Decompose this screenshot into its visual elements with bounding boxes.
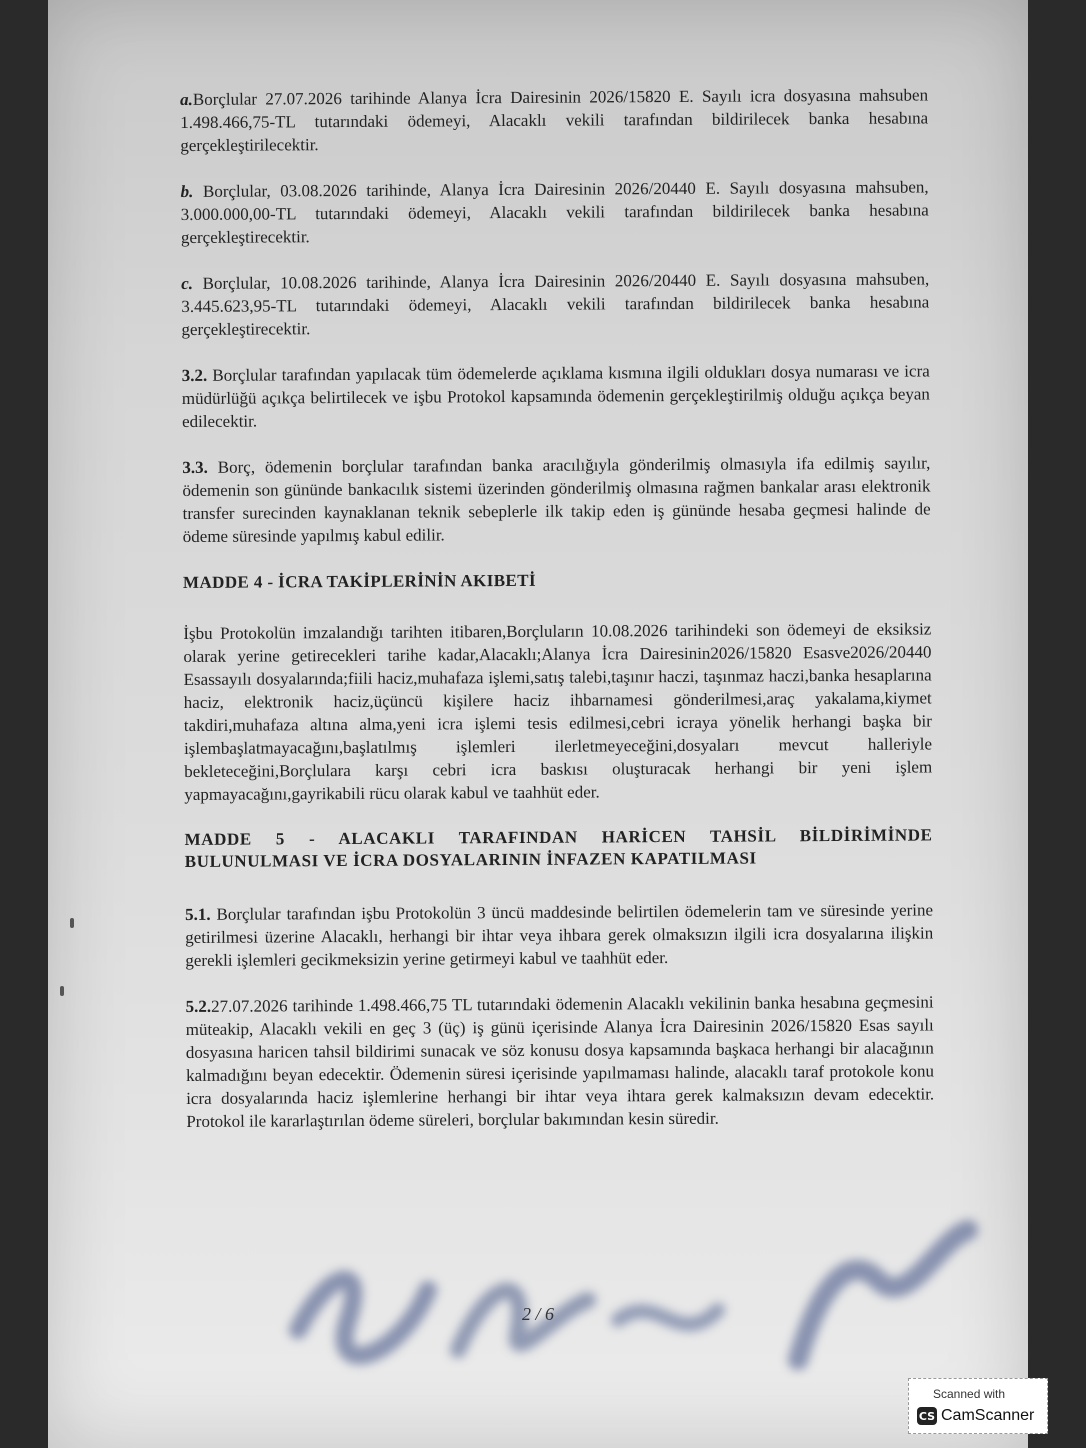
paragraph-b-marker: b. <box>180 181 194 201</box>
paragraph-5-2-marker: 5.2. <box>185 996 212 1016</box>
paragraph-c-marker: c. <box>181 273 194 293</box>
page-number: 2 / 6 <box>521 1304 554 1324</box>
paragraph-3-3 <box>182 451 931 548</box>
paragraph-5-1-marker: 5.1. <box>184 904 211 924</box>
scan-dust-mark <box>70 918 74 928</box>
paragraph-3-2 <box>182 359 930 433</box>
scanned-with-label: Scanned with <box>933 1387 1006 1401</box>
madde-4-paragraph: İşbu Protokolün imzalandığı tarihten itibaren,Borçluların 10.08.2026 tarihindeki son ödemeyi de eksiksiz olarak yerine getirecekleri tarihe kadar,Alacaklı;Alanya İcra Dairesinin2026/15820 Esasve2026/20440 Esassayılı dosyalarında;fiili haciz,muhafaza işlemi,satış talebi,taşınır haczi, taşınmaz haczi,banka hesaplarına haciz, elektronik haciz,üçüncü kişilere haciz ihbarnamesi gönderilmesi,araç yakalama,kiymet takdiri,muhafaza altına alma,yeni icra işlemi tesis edilmesi,cebri icraya yönelik herhangi başka bir işlembaşlatmayacağını,başlatılmış işlemleri ilerletmeyeceğini,dosyaları mevcut halleriyle bekleteceğini,Borçlulara karşı cebri icra baskısı oluşturacak herhangi bir yeni işlem yapmayacağını,gayrikabili rücu olarak kabul ve taahhüt eder. <box>183 619 933 804</box>
paragraph-b-text: Borçlular, 03.08.2026 tarihinde, Alanya İcra Dairesinin 2026/20440 E. Sayılı dosyasına mahsuben, 3.000.000,00-TL tutarındaki ödemeyi, Alacaklı vekili tarafından bildirilecek banka hesabına gerçekleştirecektir. <box>180 177 929 247</box>
paragraph-3-2-text: Borçlular tarafından yapılacak tüm ödemelerde açıklama kısmına ilgili oldukları dosya numarası ve icra müdürlüğü açıkça belirtilecek ve işbu Protokol kapsamında ödemenin gerçekleştirilmiş olduğu açıkça beyan edilecektir. <box>181 361 930 431</box>
page-content <box>180 83 935 1156</box>
camscanner-watermark <box>908 1378 1048 1434</box>
paragraph-c-text: Borçlular, 10.08.2026 tarihinde, Alanya İcra Dairesinin 2026/20440 E. Sayılı dosyasına mahsuben, 3.445.623,95-TL tutarındaki ödemeyi, Alacaklı vekili tarafından bildirilecek banka hesabına gerçekleştirecektir. <box>181 269 930 339</box>
paragraph-3-2-marker: 3.2. <box>181 365 208 385</box>
camscanner-brand <box>917 1407 1034 1425</box>
camscanner-name: CamScanner <box>941 1407 1035 1424</box>
paragraph-3-3-marker: 3.3. <box>182 457 208 477</box>
paragraph-a-text: Borçlular 27.07.2026 tarihinde Alanya İcra Dairesinin 2026/15820 E. Sayılı icra dosyasına mahsuben 1.498.466,75-TL tutarındaki ödemeyi, Alacaklı vekili tarafından bildirilecek banka hesabına gerçekleştirilecektir. <box>180 85 929 155</box>
paragraph-a <box>180 83 928 157</box>
paragraph-5-1 <box>185 898 933 972</box>
blurred-signature <box>258 1210 978 1380</box>
paragraph-5-1-text: Borçlular tarafından işbu Protokolün 3 üncü maddesinde belirtilen ödemelerin tam ve süresinde yerine getirilmesi üzerine Alacaklı, herhangi bir ihtar veya ihbara gerek olmaksızın ilgili icra dosyalarına ilişkin gerekli işlemleri gecikmeksizin yerine getirmeyi kabul ve taahhüt eder. <box>185 900 934 970</box>
paragraph-c <box>181 267 929 341</box>
camscanner-logo-icon: CS <box>917 1407 937 1425</box>
paragraph-3-3-text: Borç, ödemenin borçlular tarafından banka aracılığıyla gönderilmiş olmasıyla ifa edilmiş sayılır, ödemenin son gününde bankacılık sistemi üzerinden gönderilmiş olmasına rağmen bankalar arası elektronik transfer surecinden kaynaklanan teknik sebeplerle ilk takip eden iş gününde hesaba geçmesi halinde de ödeme süresinde yapılmış kabul edilir. <box>182 453 931 546</box>
scan-dust-mark <box>60 986 64 996</box>
paragraph-a-marker: a. <box>180 89 193 109</box>
document-page <box>48 0 1028 1448</box>
paragraph-5-2 <box>186 990 935 1133</box>
madde-5-heading: MADDE 5 - ALACAKLI TARAFINDAN HARİCEN TAHSİL BİLDİRİMİNDE BULUNULMASI VE İCRA DOSYALARININ İNFAZEN KAPATILMASI <box>184 825 933 871</box>
madde-4-heading: MADDE 4 - İCRA TAKİPLERİNİN AKIBETİ <box>182 570 537 592</box>
paragraph-b <box>181 175 929 249</box>
paragraph-5-2-text: 27.07.2026 tarihinde 1.498.466,75 TL tutarındaki ödemenin Alacaklı vekilinin banka hesabına geçmesini müteakip, Alacaklı vekili en geç 3 (üç) iş günü içerisinde Alanya İcra Dairesinin 2026/15820 Esas sayılı dosyasına haricen tahsil bildirimi sunacak ve söz konusu dosya kapsamında başkaca herhangi bir alacağının kalmadığını beyan edecektir. Ödemenin süresi içerisinde yapılmaması halinde, alacaklı taraf protokole konu icra dosyalarında haciz işlemlerine herhangi bir ihtar veya ihtara gerek kalmaksızın devam edecektir. Protokol ile kararlaştırılan ödeme süreleri, borçlular bakımından kesin süredir. <box>185 992 935 1131</box>
